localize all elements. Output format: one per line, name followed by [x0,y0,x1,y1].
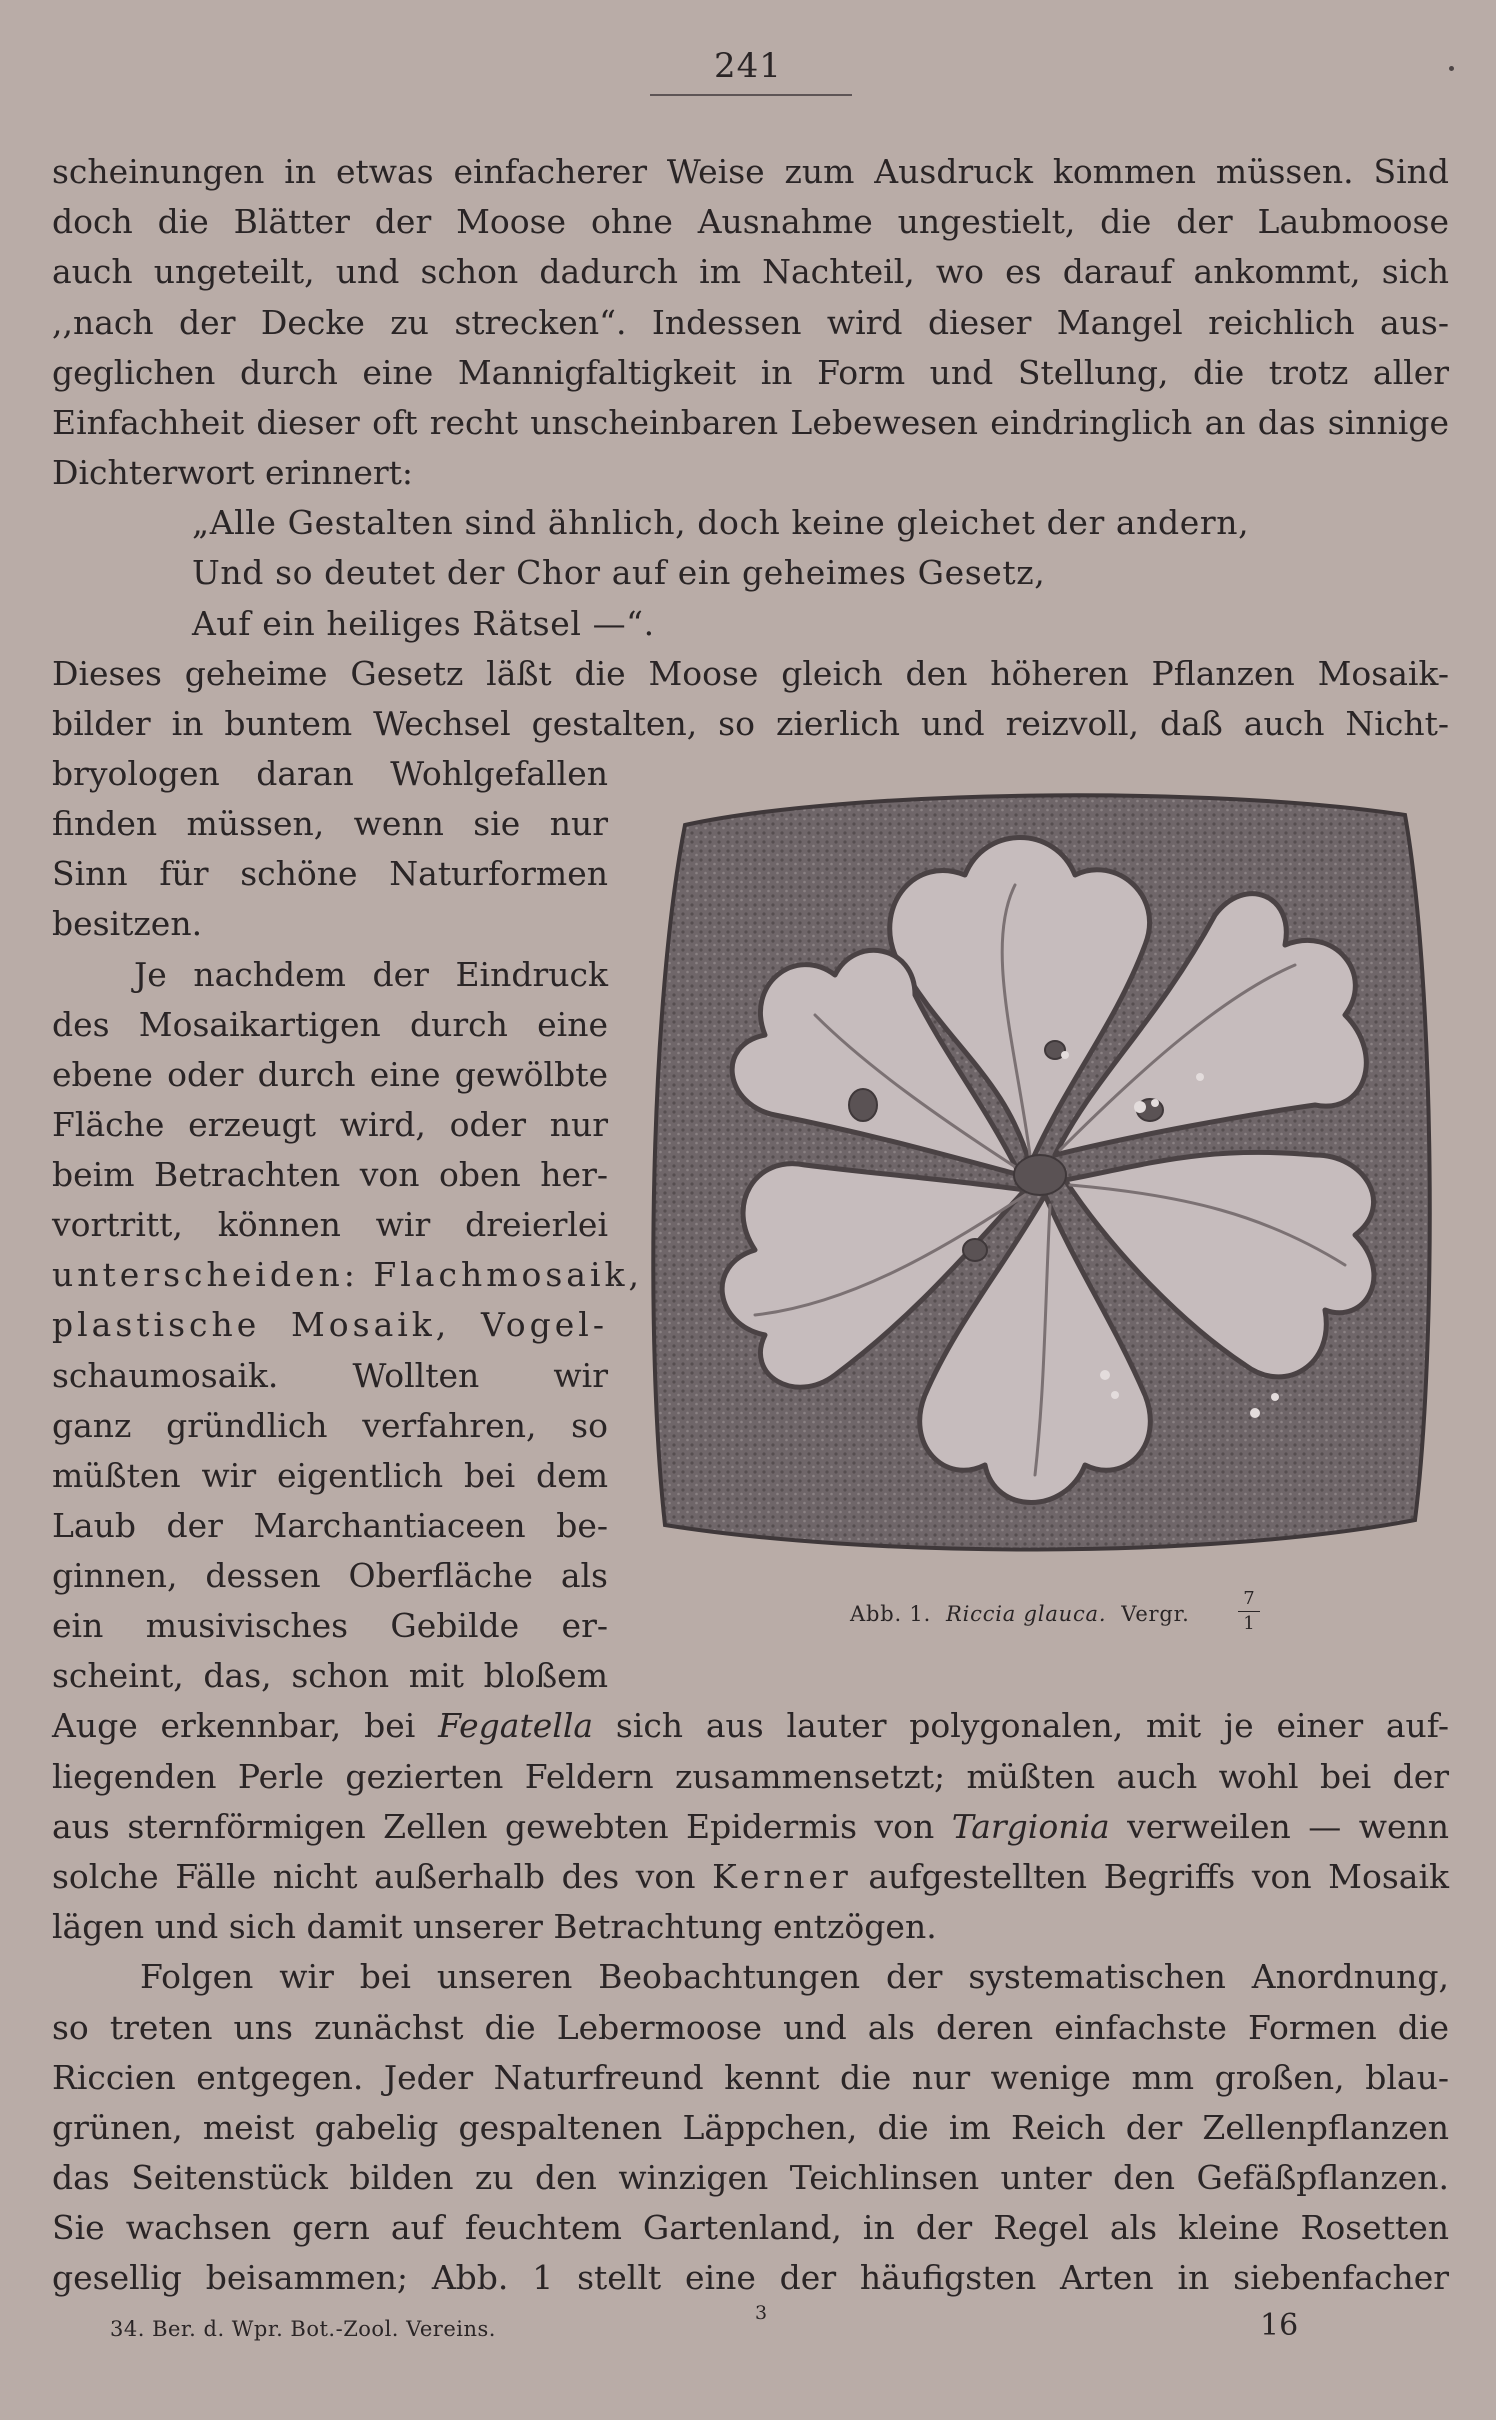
text-line: finden müssen, wenn sie nur [52,804,608,843]
text-line: scheint, das, schon mit bloßem [52,1656,608,1695]
magnification-denominator: 1 [1243,1613,1255,1634]
text-line: Fläche erzeugt wird, oder nur [52,1105,608,1144]
text-line: ,,nach der Decke zu strecken“. Indessen wird dieser Mangel reichlich aus- [52,303,1449,342]
text-line: Einfachheit dieser oft recht unscheinbaren Lebewesen eindringlich an das sinnige [52,403,1449,442]
text-line: beim Betrachten von oben her- [52,1155,608,1194]
text-line: so treten uns zunächst die Lebermoose und als deren einfachste Formen die [52,2008,1449,2047]
text-line: Sinn für schöne Naturformen [52,854,608,893]
text-line: vortritt, können wir dreierlei [52,1205,608,1244]
text-line: schaumosaik. Wollten wir [52,1356,608,1395]
text-line: Folgen wir bei unseren Beobachtungen der systematischen Anordnung, [140,1957,1449,1996]
fraction-bar [1238,1611,1260,1612]
text-line: Dichterwort erinnert: [52,453,414,492]
text-line: solche Fälle nicht außerhalb des von Kerner aufgestellten Begriffs von Mosaik [52,1857,1449,1896]
text-line: besitzen. [52,904,203,943]
verse-line: Und so deutet der Chor auf ein geheimes Gesetz, [192,553,1046,592]
text-line: grünen, meist gabelig gespaltenen Läppchen, die im Reich der Zellenpflanzen [52,2108,1449,2147]
text-line: ein musivisches Gebilde er- [52,1606,608,1645]
footer-signature: 34. Ber. d. Wpr. Bot.-Zool. Vereins. [110,2317,496,2341]
page-number: 241 [714,46,782,86]
magnification-numerator: 7 [1243,1588,1255,1609]
text-line: aus sternförmigen Zellen gewebten Epidermis von Targionia verweilen — wenn [52,1807,1449,1846]
text-line: plastische Mosaik, Vogel- [52,1305,608,1344]
magnification-fraction [1238,1588,1260,1635]
text-line: auch ungeteilt, und schon dadurch im Nachteil, wo es darauf ankommt, sich [52,252,1449,291]
text-line: Riccien entgegen. Jeder Naturfreund kennt die nur wenige mm großen, blau- [52,2058,1449,2097]
verse-line: „Alle Gestalten sind ähnlich, doch keine gleichet der andern, [192,503,1250,542]
text-line: Je nachdem der Eindruck [134,955,608,994]
text-line: unterscheiden: Flachmosaik, [52,1255,644,1294]
text-line: geglichen durch eine Mannigfaltigkeit in Form und Stellung, die trotz aller [52,353,1449,392]
page-speck [1449,66,1454,71]
text-line: Dieses geheime Gesetz läßt die Moose gleich den höheren Pflanzen Mosaik- [52,654,1449,693]
text-line: bilder in buntem Wechsel gestalten, so zierlich und reizvoll, daß auch Nicht- [52,704,1449,743]
header-rule [650,94,852,96]
text-line: Sie wachsen gern auf feuchtem Gartenland, in der Regel als kleine Rosetten [52,2208,1449,2247]
text-line: des Mosaikartigen durch eine [52,1005,608,1044]
text-line: doch die Blätter der Moose ohne Ausnahme ungestielt, die der Laubmoose [52,202,1449,241]
text-line: scheinungen in etwas einfacherer Weise zum Ausdruck kommen müssen. Sind [52,152,1449,191]
text-line: Laub der Marchantiaceen be- [52,1506,608,1545]
text-line: ginnen, dessen Oberfläche als [52,1556,608,1595]
text-line: das Seitenstück bilden zu den winzigen Teichlinsen unter den Gefäßpflanzen. [52,2158,1449,2197]
text-line: Auge erkennbar, bei Fegatella sich aus lauter polygonalen, mit je einer auf- [52,1706,1449,1745]
text-line: ganz gründlich verfahren, so [52,1406,608,1445]
text-line: bryologen daran Wohlgefallen [52,754,608,793]
verse-line: Auf ein heiliges Rätsel —“. [192,604,655,643]
figure-caption: Abb. 1. Riccia glauca. Vergr. [850,1602,1190,1626]
text-line: müßten wir eigentlich bei dem [52,1456,608,1495]
riccia-glauca-illustration [645,785,1437,1565]
text-line: gesellig beisammen; Abb. 1 stellt eine der häufigsten Arten in siebenfacher [52,2258,1449,2297]
footer-signature-number: 16 [1260,2308,1299,2343]
footer-sheet-mark: 3 [755,2302,768,2324]
text-line: liegenden Perle gezierten Feldern zusammensetzt; müßten auch wohl bei der [52,1757,1449,1796]
text-line: ebene oder durch eine gewölbte [52,1055,608,1094]
text-line: lägen und sich damit unserer Betrachtung entzögen. [52,1907,937,1946]
